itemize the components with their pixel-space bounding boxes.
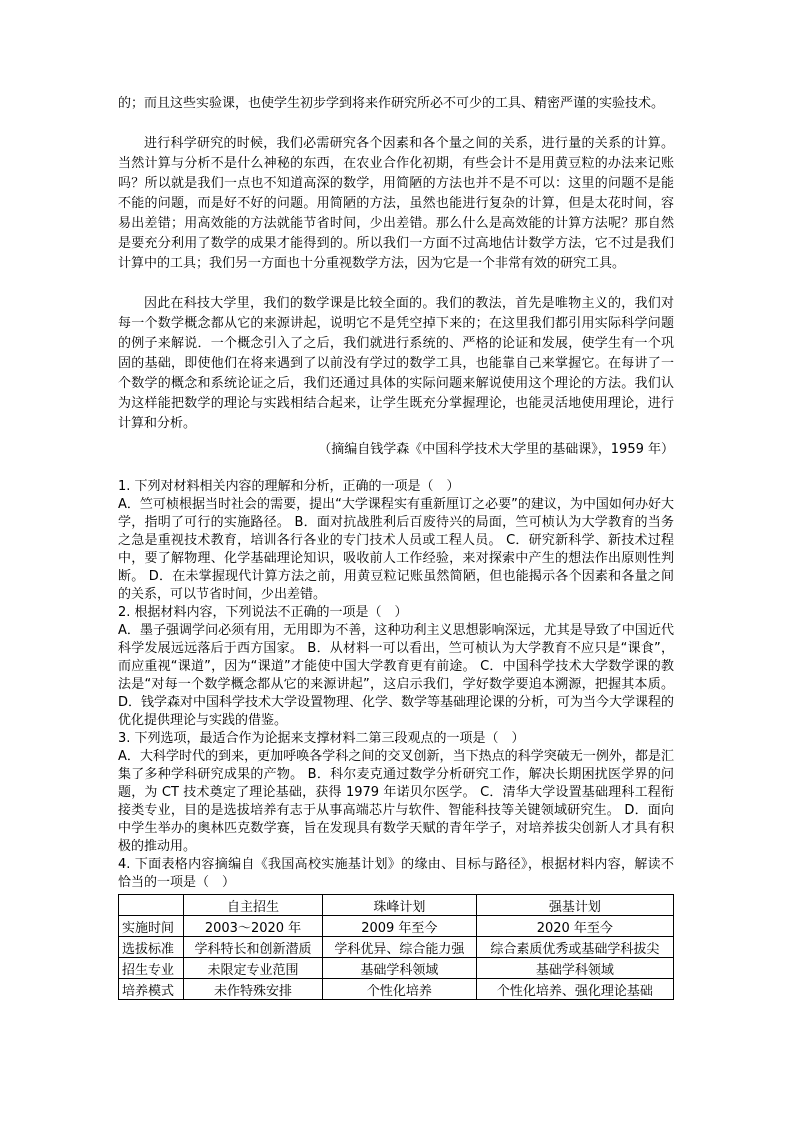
table-row: [119, 937, 674, 958]
question-1-options: A．竺可桢根据当时社会的需要，提出“大学课程实有重新厘订之必要”的建议，为中国如何办好大学，指明了可行的实施路径。 B．面对抗战胜利后百废待兴的局面，竺可桢认为大学教育的当务之急是重视技术教育，培训各行各业的专门技术人员或工程人员。 C．研究新科学、新技术过程中，要了解物理、化学基础理论知识，吸收前人工作经验，来对探索中产生的想法作出原则性判断。 D．在未掌握现代计算方法之前，用黄豆粒记账虽然简陋，但也能揭示各个因素和各量之间的关系，可以节省时间，少出差错。: [118, 497, 674, 602]
table-row-label: 招生专业: [119, 958, 184, 979]
table-cell: 2020 年至今: [476, 916, 673, 937]
question-4-stem: 4. 下面表格内容摘编自《我国高校实施基计划》的缘由、目标与路径》，根据材料内容，解读不恰当的一项是（ ）: [118, 857, 674, 890]
table-row: [119, 916, 674, 937]
table-cell: 学科特长和创新潜质: [184, 937, 323, 958]
table-header-cell: 强基计划: [476, 895, 673, 916]
paragraph-calculation: 进行科学研究的时候，我们必需研究各个因素和各个量之间的关系，进行量的关系的计算。当然计算与分析不是什么神秘的东西，在农业合作化初期，有些会计不是用黄豆粒的办法来记账吗？所以就是我们一点也不知道高深的数学，用简陋的方法也并不是不可以：这里的问题不是能不能的问题，而是好不好的问题。用简陋的方法，虽然也能进行复杂的计算，但是太花时间，容易出差错；用高效能的方法就能节省时间，少出差错。那么什么是高效能的计算方法呢？那自然是要充分利用了数学的成果才能得到的。所以我们一方面不过高地估计数学方法，它不过是我们计算中的工具；我们另一方面也十分重视数学方法，因为它是一个非常有效的研究工具。: [118, 136, 674, 271]
questions-section: [118, 478, 674, 892]
table-row-label: 培养模式: [119, 979, 184, 1000]
question-1-stem: 1. 下列对材料相关内容的理解和分析，正确的一项是（ ）: [118, 479, 460, 494]
table-row: [119, 979, 674, 1000]
table-cell: 2009 年至今: [323, 916, 477, 937]
table-cell: 未作特殊安排: [184, 979, 323, 1000]
table-cell: 个性化培养、强化理论基础: [476, 979, 673, 1000]
admission-plan-table: [118, 894, 674, 1000]
table-header-cell: 自主招生: [184, 895, 323, 916]
table-header-cell: 珠峰计划: [323, 895, 477, 916]
paragraph-continued: 的；而且这些实验课，也使学生初步学到将来作研究所必不可少的工具、精密严谨的实验技术。: [118, 96, 665, 111]
table-cell: 个性化培养: [323, 979, 477, 1000]
table-cell: 综合素质优秀或基础学科拔尖: [476, 937, 673, 958]
question-2-stem: 2. 根据材料内容，下列说法不正确的一项是（ ）: [118, 605, 408, 620]
table-header-cell: [119, 895, 184, 916]
table-cell: 学科优异、综合能力强: [323, 937, 477, 958]
table-row: [119, 958, 674, 979]
document-page: [118, 94, 674, 1000]
question-3-options: A．大科学时代的到来，更加呼唤各学科之间的交叉创新，当下热点的科学突破无一例外，都是汇集了多种学科研究成果的产物。 B．科尔麦克通过数学分析研究工作，解决长期困扰医学界的问题，为 CT 技术奠定了理论基础，获得 1979 年诺贝尔医学。 C．清华大学设置基础理科工程衔接类专业，目的是选拔培养有志于从事高端芯片与软件、智能科技等关键领域研究生。 D．面向中学生举办的奥林匹克数学赛，旨在发现具有数学天赋的青年学子，对培养拔尖创新人才具有积极的推动用。: [118, 749, 674, 854]
table-row-label: 实施时间: [119, 916, 184, 937]
table-cell: 未限定专业范围: [184, 958, 323, 979]
table-row-label: 选拔标准: [119, 937, 184, 958]
table-cell: 2003～2020 年: [184, 916, 323, 937]
table-cell: 基础学科领域: [476, 958, 673, 979]
table-header-row: [119, 895, 674, 916]
question-3-stem: 3. 下列选项，最适合作为论据来支撑材料二第三段观点的一项是（ ）: [118, 731, 525, 746]
table-cell: 基础学科领域: [323, 958, 477, 979]
paragraph-teaching-method: 因此在科技大学里，我们的数学课是比较全面的。我们的教法，首先是唯物主义的，我们对每一个数学概念都从它的来源讲起，说明它不是凭空掉下来的；在这里我们都引用实际科学问题的例子来解说．一个概念引入了之后，我们就进行系统的、严格的论证和发展，使学生有一个巩固的基础，即使他们在将来遇到了以前没有学过的数学工具，也能靠自己来掌握它。在每讲了一个数学的概念和系统论证之后，我们还通过具体的实际问题来解说使用这个理论的方法。我们认为这样能把数学的理论与实践相结合起来，让学生既充分掌握理论，也能灵活地使用理论，进行计算和分析。: [118, 296, 674, 431]
question-2-options: A．墨子强调学问必须有用，无用即为不善，这种功利主义思想影响深远，尤其是导致了中国近代科学发展远远落后于西方国家。 B．从材料一可以看出，竺可桢认为大学教育不应只是“课食”，而应重视“课道”，因为“课道”才能使中国大学教育更有前途。 C．中国科学技术大学数学课的教法是“对每一个数学概念都从它的来源讲起”，这启示我们，学好数学要追本溯源，把握其本质。 D．钱学森对中国科学技术大学设置物理、化学、数学等基础理论课的分析，可为当今大学课程的优化提供理论与实践的借鉴。: [118, 623, 675, 728]
source-citation: （摘编自钱学森《中国科学技术大学里的基础课》，1959 年）: [318, 442, 674, 457]
